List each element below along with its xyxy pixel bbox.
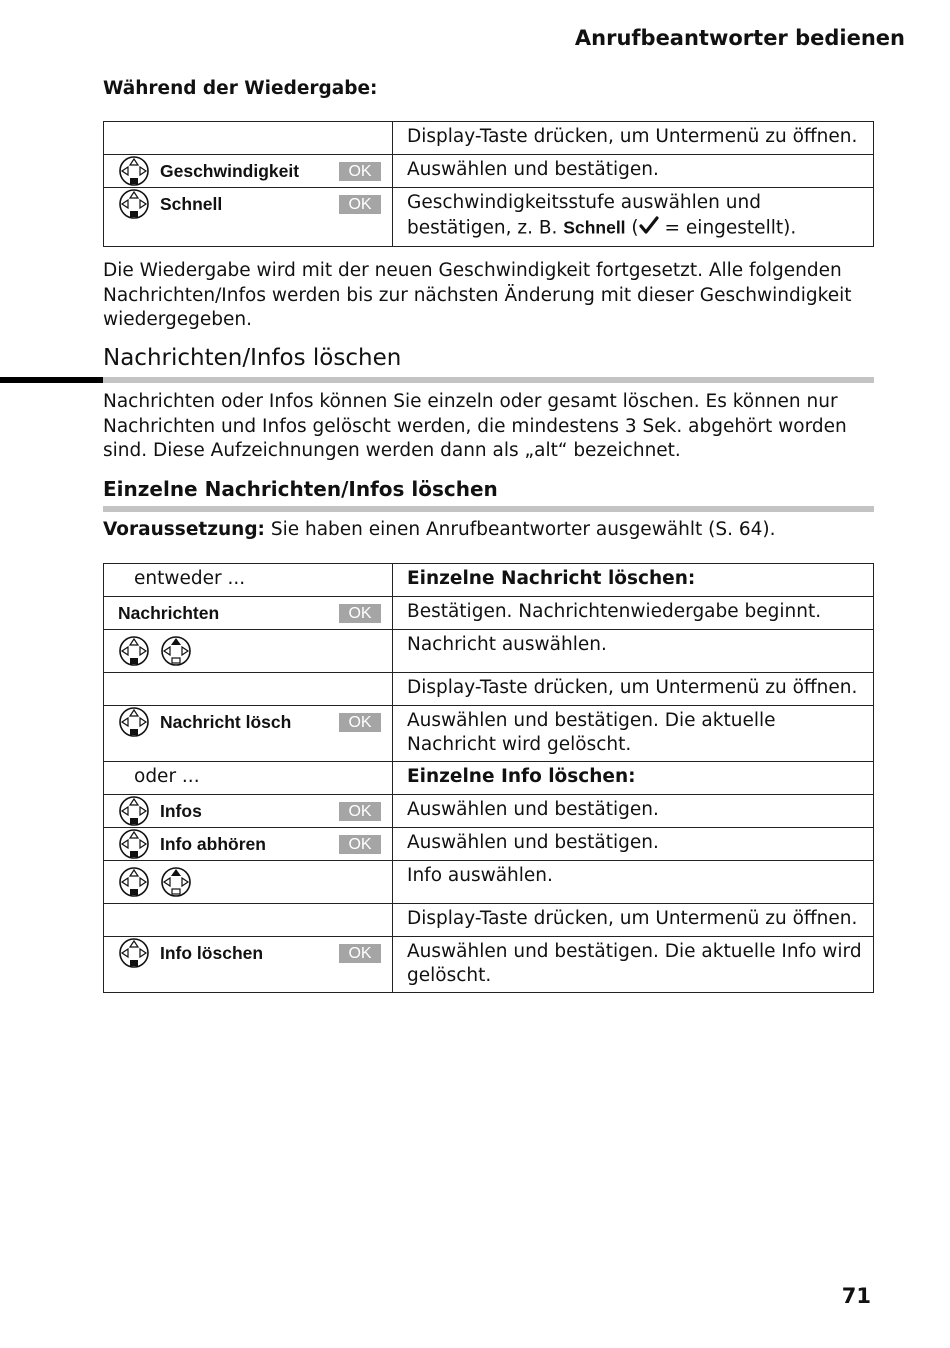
control-key-down-icon bbox=[118, 155, 150, 187]
action-heading: Einzelne Nachricht löschen: bbox=[393, 564, 874, 597]
action-text: Auswählen und bestätigen. bbox=[393, 828, 874, 861]
ok-key: OK bbox=[339, 713, 381, 732]
ok-key: OK bbox=[339, 162, 381, 181]
table-row bbox=[104, 904, 874, 937]
action-heading: Einzelne Info löschen: bbox=[393, 762, 874, 795]
menu-item-label: Nachricht lösch bbox=[160, 712, 292, 732]
table-row bbox=[104, 706, 874, 762]
menu-item-label: Info löschen bbox=[160, 943, 264, 963]
playback-label: Während der Wiedergabe: bbox=[103, 78, 378, 99]
table-row bbox=[104, 861, 874, 904]
table-row bbox=[104, 188, 874, 247]
page-number: 71 bbox=[841, 1284, 871, 1308]
control-key-down-icon bbox=[118, 188, 150, 220]
subsection-rule bbox=[103, 506, 874, 512]
section-rule-marker bbox=[0, 377, 103, 383]
table-row bbox=[104, 564, 874, 597]
action-text: Auswählen und bestätigen. bbox=[393, 155, 874, 188]
table-row bbox=[104, 762, 874, 795]
control-key-down-icon bbox=[118, 635, 150, 667]
section-rule bbox=[103, 377, 874, 383]
control-key-up-icon bbox=[160, 866, 192, 898]
menu-item-label: Info abhören bbox=[160, 834, 266, 854]
control-key-down-icon bbox=[118, 795, 150, 827]
action-text: Auswählen und bestätigen. Die aktuelle Nachricht wird gelöscht. bbox=[393, 706, 874, 762]
control-key-down-icon bbox=[118, 866, 150, 898]
action-text: Auswählen und bestätigen. bbox=[393, 795, 874, 828]
table-row bbox=[104, 630, 874, 673]
table-row bbox=[104, 597, 874, 630]
control-key-up-icon bbox=[160, 635, 192, 667]
action-text: Info auswählen. bbox=[393, 861, 874, 904]
action-text: Display-Taste drücken, um Untermenü zu öffnen. bbox=[393, 122, 874, 155]
table-row bbox=[104, 122, 874, 155]
menu-item-label: Schnell bbox=[160, 194, 223, 214]
table-row bbox=[104, 828, 874, 861]
table-row bbox=[104, 937, 874, 993]
running-header: Anrufbeantworter bedienen bbox=[574, 26, 905, 50]
control-key-down-icon bbox=[118, 937, 150, 969]
alternative-label: oder ... bbox=[134, 766, 200, 787]
action-text: Geschwindigkeitsstufe auswählen und bestätigen, z. B. Schnell ( = eingestellt). bbox=[393, 188, 874, 247]
action-text: Display-Taste drücken, um Untermenü zu öffnen. bbox=[393, 904, 874, 937]
ok-key: OK bbox=[339, 195, 381, 214]
action-text: Auswählen und bestätigen. Die aktuelle Info wird gelöscht. bbox=[393, 937, 874, 993]
ok-key: OK bbox=[339, 944, 381, 963]
alternative-label: entweder ... bbox=[134, 568, 246, 589]
action-text: Bestätigen. Nachrichtenwiedergabe beginnt. bbox=[393, 597, 874, 630]
menu-item-label: Nachrichten bbox=[118, 603, 220, 623]
delete-steps-table bbox=[103, 563, 874, 993]
table-row bbox=[104, 795, 874, 828]
action-text: Display-Taste drücken, um Untermenü zu öffnen. bbox=[393, 673, 874, 706]
menu-item-label: Geschwindigkeit bbox=[160, 161, 300, 181]
playback-note: Die Wiedergabe wird mit der neuen Geschwindigkeit fortgesetzt. Alle folgenden Nachrichten/Infos werden bis zur nächsten Änderung mit dieser Geschwindigkeit wiedergegeben. bbox=[103, 260, 852, 330]
control-key-down-icon bbox=[118, 828, 150, 860]
table-row bbox=[104, 673, 874, 706]
control-key-down-icon bbox=[118, 706, 150, 738]
ok-key: OK bbox=[339, 604, 381, 623]
subsection-title: Einzelne Nachrichten/Infos löschen bbox=[103, 477, 498, 501]
prerequisite: Voraussetzung: Sie haben einen Anrufbeantworter ausgewählt (S. 64). bbox=[103, 519, 776, 540]
action-text: Nachricht auswählen. bbox=[393, 630, 874, 673]
playback-steps-table bbox=[103, 121, 874, 247]
ok-key: OK bbox=[339, 802, 381, 821]
section-title: Nachrichten/Infos löschen bbox=[103, 345, 402, 371]
ok-key: OK bbox=[339, 835, 381, 854]
section-intro: Nachrichten oder Infos können Sie einzeln oder gesamt löschen. Es können nur Nachrichten und Infos gelöscht werden, die mindestens 3 Sek. abgehört worden sind. Diese Aufzeichnungen werden dann als „alt“ bezeichnet. bbox=[103, 391, 847, 461]
table-row bbox=[104, 155, 874, 188]
menu-item-label: Infos bbox=[160, 801, 202, 821]
checkmark-icon bbox=[639, 215, 659, 242]
